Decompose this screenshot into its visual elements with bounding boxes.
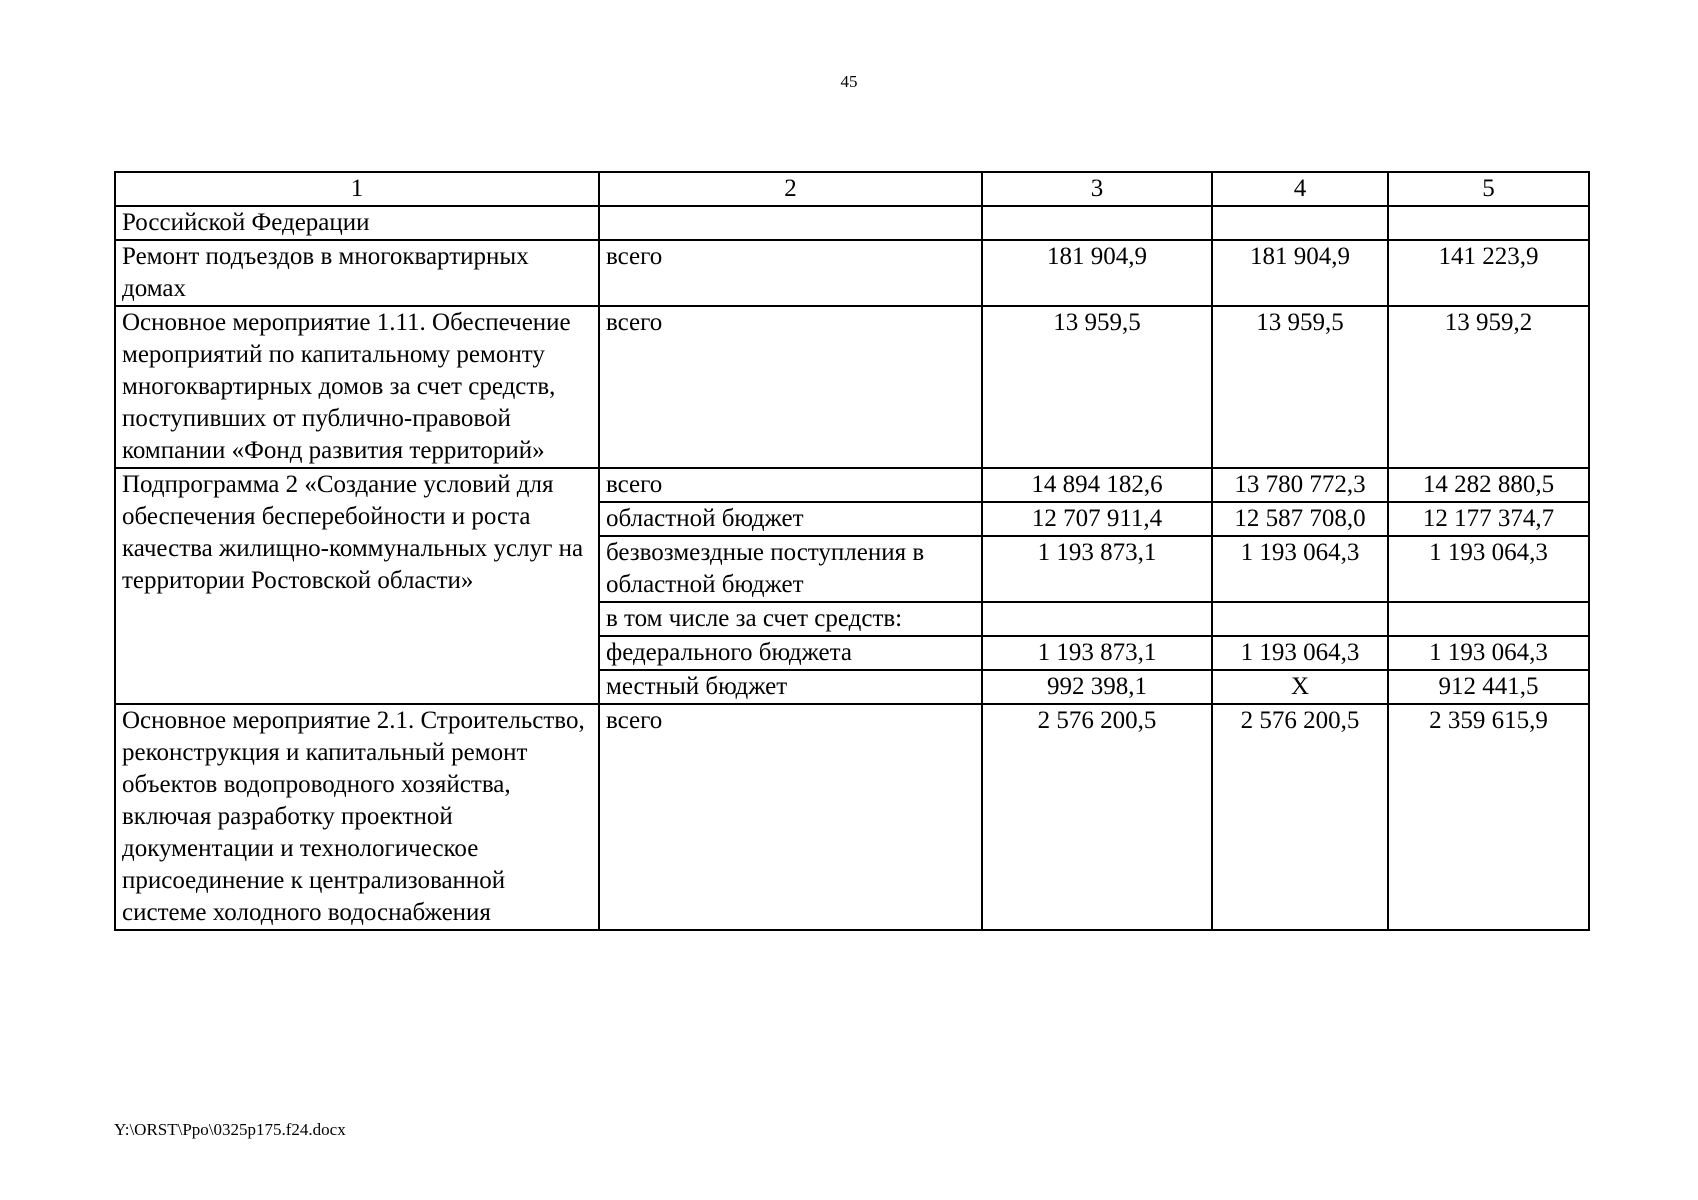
- row-name: Основное мероприятие 1.11. Обеспечение мероприятий по капитальному ремонту многоквартирных домов за счет средств, поступивших от публично-правовой компании «Фонд развития территорий»: [115, 306, 599, 468]
- header-cell: 1: [115, 172, 599, 206]
- value-cell: 14 894 182,6: [982, 468, 1212, 502]
- row-source: федерального бюджета: [599, 636, 982, 670]
- header-cell: 2: [599, 172, 982, 206]
- value-cell: [982, 206, 1212, 240]
- row-name: Подпрограмма 2 «Создание условий для обеспечения бесперебойности и роста качества жилищно-коммунальных услуг на территории Ростовской области»: [115, 468, 599, 704]
- value-cell: X: [1212, 670, 1388, 704]
- value-cell: 13 959,2: [1388, 306, 1589, 468]
- row-source: всего: [599, 704, 982, 930]
- header-cell: 3: [982, 172, 1212, 206]
- value-cell: 181 904,9: [982, 240, 1212, 306]
- value-cell: 14 282 880,5: [1388, 468, 1589, 502]
- header-cell: 5: [1388, 172, 1589, 206]
- file-path-footer: Y:\ORST\Ppo\0325p175.f24.docx: [114, 1120, 346, 1139]
- budget-table: [114, 171, 1590, 931]
- value-cell: [1212, 206, 1388, 240]
- value-cell: 1 193 064,3: [1388, 636, 1589, 670]
- row-source: всего: [599, 468, 982, 502]
- value-cell: 1 193 064,3: [1212, 636, 1388, 670]
- value-cell: 1 193 873,1: [982, 636, 1212, 670]
- value-cell: 2 359 615,9: [1388, 704, 1589, 930]
- table-row: [115, 468, 1589, 502]
- table-row: [115, 206, 1589, 240]
- value-cell: 141 223,9: [1388, 240, 1589, 306]
- value-cell: [982, 602, 1212, 636]
- value-cell: 1 193 064,3: [1388, 536, 1589, 602]
- value-cell: 181 904,9: [1212, 240, 1388, 306]
- table-row: [115, 306, 1589, 468]
- value-cell: 2 576 200,5: [982, 704, 1212, 930]
- row-source: безвозмездные поступления в областной бюджет: [599, 536, 982, 602]
- value-cell: 12 587 708,0: [1212, 502, 1388, 536]
- value-cell: [1388, 206, 1589, 240]
- row-source: всего: [599, 240, 982, 306]
- table-row: [115, 704, 1589, 930]
- value-cell: 12 177 374,7: [1388, 502, 1589, 536]
- value-cell: 2 576 200,5: [1212, 704, 1388, 930]
- value-cell: [1388, 602, 1589, 636]
- value-cell: 1 193 873,1: [982, 536, 1212, 602]
- value-cell: 912 441,5: [1388, 670, 1589, 704]
- row-name: Ремонт подъездов в многоквартирных домах: [115, 240, 599, 306]
- value-cell: [1212, 602, 1388, 636]
- row-source: [599, 206, 982, 240]
- value-cell: 12 707 911,4: [982, 502, 1212, 536]
- value-cell: 13 959,5: [1212, 306, 1388, 468]
- row-name: Основное мероприятие 2.1. Строительство, реконструкция и капитальный ремонт объектов водопроводного хозяйства, включая разработку проектной документации и технологическое присоединение к централизованной системе холодного водоснабжения: [115, 704, 599, 930]
- row-source: областной бюджет: [599, 502, 982, 536]
- value-cell: 992 398,1: [982, 670, 1212, 704]
- value-cell: 1 193 064,3: [1212, 536, 1388, 602]
- table-header-row: [115, 172, 1589, 206]
- row-source: в том числе за счет средств:: [599, 602, 982, 636]
- row-source: всего: [599, 306, 982, 468]
- row-name: Российской Федерации: [115, 206, 599, 240]
- value-cell: 13 780 772,3: [1212, 468, 1388, 502]
- row-source: местный бюджет: [599, 670, 982, 704]
- table-row: [115, 240, 1589, 306]
- page-number: 45: [840, 72, 858, 91]
- header-cell: 4: [1212, 172, 1388, 206]
- value-cell: 13 959,5: [982, 306, 1212, 468]
